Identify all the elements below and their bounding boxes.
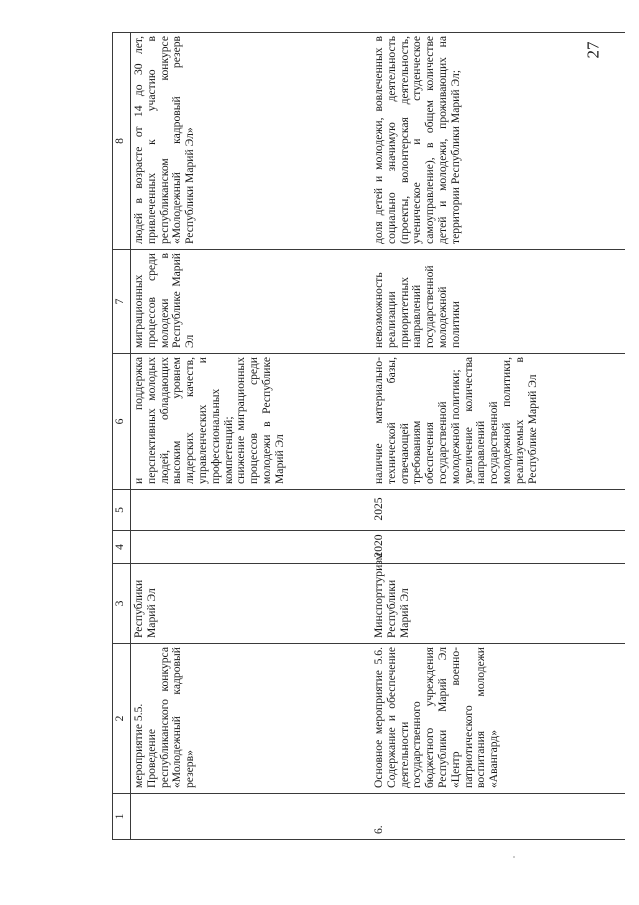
expected-result: наличие материально-технической базы, отвечающей требованиям обеспечения государственной молодежной политики; увеличение количества направлений государственной молодежной политики, реализуемых в Республике Марий Эл xyxy=(371,354,625,490)
header-col-4: 4 xyxy=(113,531,131,564)
non-implementation-consequence: миграционных процессов среди молодежи в Республике Марий Эл xyxy=(131,250,372,354)
table-row xyxy=(131,33,372,840)
responsible-executor: Республики Марий Эл xyxy=(131,564,372,644)
activity-name: мероприятие 5.5. Проведение республиканского конкурса «Молодежный кадровый резерв» xyxy=(131,644,372,794)
table-row xyxy=(371,33,625,840)
non-implementation-consequence: невозможность реализации приоритетных направлений государственной молодежной политики xyxy=(371,250,625,354)
program-activities-table xyxy=(112,32,625,840)
scan-speck xyxy=(513,856,515,858)
rotated-table-container xyxy=(112,33,637,840)
related-indicator: людей в возрасте от 14 до 30 лет, привлеченных к участию в республиканском конкурсе «Молодежный кадровый резерв Республики Марий Эл» xyxy=(131,33,372,250)
end-year: 2025 xyxy=(371,490,625,531)
row-number: 6. xyxy=(371,794,625,840)
header-col-7: 7 xyxy=(113,250,131,354)
related-indicator: доля детей и молодежи, вовлеченных в социально значимую деятельность (проекты, волонтерская деятельность, ученическое и студенческое самоуправление), в общем количестве детей и молодежи, проживающих на территории Республики Марий Эл; xyxy=(371,33,625,250)
header-col-2: 2 xyxy=(113,644,131,794)
responsible-executor: Минспорттуризм Республики Марий Эл xyxy=(371,564,625,644)
row-number xyxy=(131,794,372,840)
header-col-5: 5 xyxy=(113,490,131,531)
header-col-8: 8 xyxy=(113,33,131,250)
header-col-6: 6 xyxy=(113,354,131,490)
end-year xyxy=(131,490,372,531)
table-header-row xyxy=(113,33,131,840)
expected-result: и поддержка перспективных молодых людей, обладающих высоким уровнем лидерских качеств, управленческих и профессиональных компетенций; снижение миграционных процессов среди молодежи в Республике Марий Эл xyxy=(131,354,372,490)
activity-name: Основное мероприятие 5.6. Содержание и обеспечение деятельности государственного бюджетного учреждения Республики Марий Эл «Центр военно-патриотического воспитания молодежи «Авангард» xyxy=(371,644,625,794)
header-col-1: 1 xyxy=(113,794,131,840)
page-number: 27 xyxy=(583,41,603,59)
start-year: 2020 xyxy=(371,531,625,564)
start-year xyxy=(131,531,372,564)
header-col-3: 3 xyxy=(113,564,131,644)
